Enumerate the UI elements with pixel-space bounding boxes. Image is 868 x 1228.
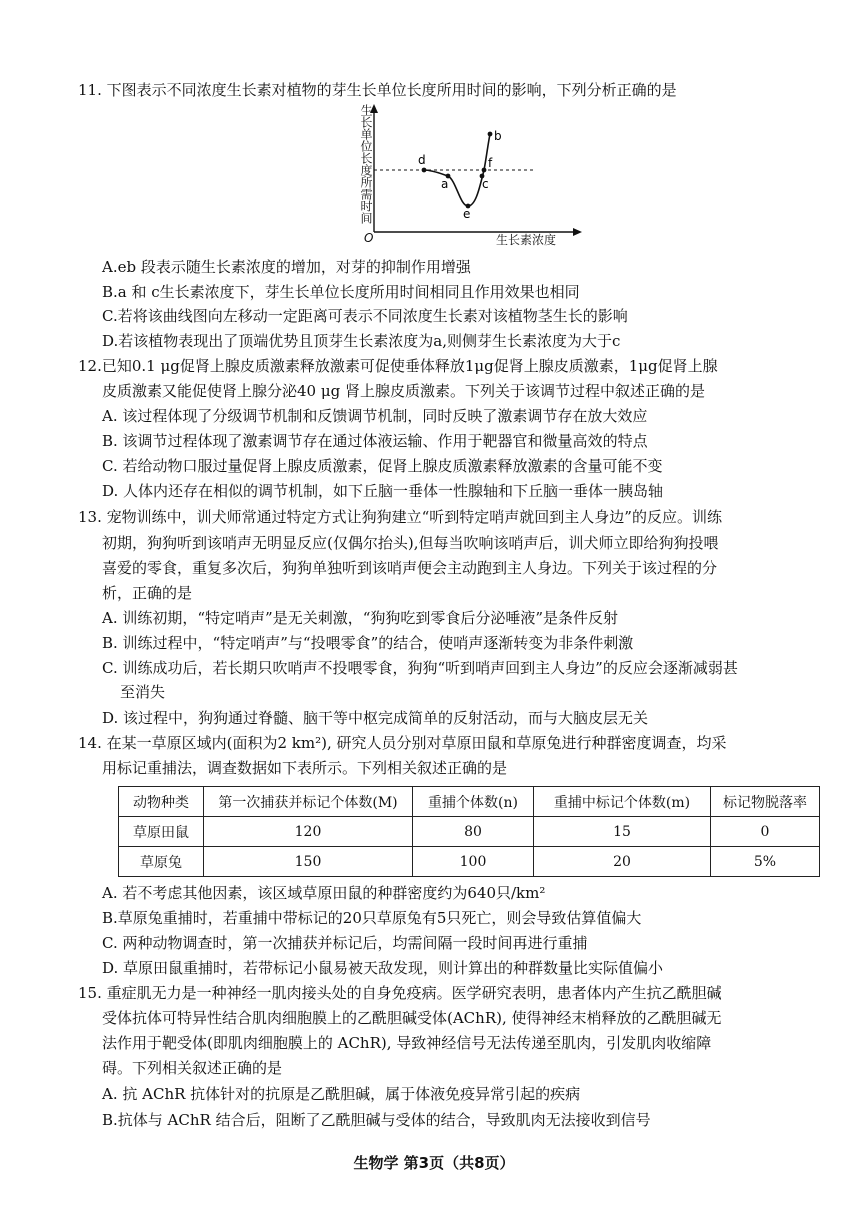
q13-stem-line2: 初期，狗狗听到该哨声无明显反应(仅偶尔抬头),但每当吹响该哨声后，训犬师立即给狗狗投喂 — [102, 534, 719, 552]
q13-option-d: D. 该过程中，狗狗通过脊髓、脑干等中枢完成简单的反射活动，而与大脑皮层无关 — [102, 709, 649, 727]
q13-option-c: C. 训练成功后，若长期只吹哨声不投喂零食，狗狗“听到哨声回到主人身边”的反应会逐渐减弱甚 — [102, 659, 738, 677]
q15-stem-line3: 法作用于靶受体(即肌肉细胞膜上的 AChR), 导致神经信号无法传递至肌肉，引发肌肉收缩障 — [102, 1034, 712, 1052]
q14-option-a: A. 若不考虑其他因素，该区域草原田鼠的种群密度约为640只/km² — [102, 884, 546, 902]
q11-figure — [352, 104, 582, 250]
q13-stem-line1: 13. 宠物训练中，训犬师常通过特定方式让狗狗建立“听到特定哨声就回到主人身边”的反应。训练 — [78, 508, 722, 526]
table-cell: 15 — [534, 817, 711, 847]
q13-option-b: B. 训练过程中，“特定哨声”与“投喂零食”的结合，使哨声逐渐转变为非条件刺激 — [102, 634, 634, 652]
x-axis-arrow — [573, 228, 582, 236]
label-c: c — [482, 177, 489, 191]
q13-stem-line4: 析，正确的是 — [102, 584, 193, 602]
q14-option-d: D. 草原田鼠重捕时，若带标记小鼠易被天敌发现，则计算出的种群数量比实际值偏小 — [102, 959, 664, 977]
q14-option-b: B.草原兔重捕时，若重捕中带标记的20只草原兔有5只死亡，则会导致估算值偏大 — [102, 909, 642, 927]
response-curve — [424, 134, 490, 206]
table-cell: 150 — [204, 847, 413, 877]
q14-data-table — [118, 786, 820, 877]
q11-option-a: A.eb 段表示随生长素浓度的增加，对芽的抑制作用增强 — [102, 258, 471, 276]
figure-origin-label: O — [364, 231, 374, 245]
q13-option-a: A. 训练初期，“特定哨声”是无关刺激，“狗狗吃到零食后分泌唾液”是条件反射 — [102, 609, 619, 627]
table-cell: 100 — [413, 847, 534, 877]
table-cell: 5% — [711, 847, 820, 877]
label-f: f — [488, 156, 493, 170]
q12-stem-line1: 12.已知0.1 μg促肾上腺皮质激素释放激素可促使垂体释放1μg促肾上腺皮质激素，1μg促肾上腺 — [78, 357, 718, 375]
q14-stem-line1: 14. 在某一草原区域内(面积为2 km²), 研究人员分别对草原田鼠和草原兔进行种群密度调查，均采 — [78, 734, 727, 752]
label-b: b — [494, 129, 502, 143]
label-d: d — [418, 153, 426, 167]
table-cell: 草原兔 — [119, 847, 204, 877]
table-header-cell: 第一次捕获并标记个体数(M) — [204, 787, 413, 817]
q15-option-a: A. 抗 AChR 抗体针对的抗原是乙酰胆碱，属于体液免疫异常引起的疾病 — [102, 1085, 581, 1103]
table-header-cell: 重捕个体数(n) — [413, 787, 534, 817]
q11-option-d: D.若该植物表现出了顶端优势且顶芽生长素浓度为a,则侧芽生长素浓度为大于c — [102, 332, 621, 350]
point-f — [482, 168, 487, 173]
table-header-cell: 标记物脱落率 — [711, 787, 820, 817]
point-b — [488, 132, 493, 137]
point-d — [422, 168, 427, 173]
table-header-cell: 重捕中标记个体数(m) — [534, 787, 711, 817]
q14-stem-line2: 用标记重捕法，调查数据如下表所示。下列相关叙述正确的是 — [102, 759, 508, 777]
table-cell: 草原田鼠 — [119, 817, 204, 847]
table-row — [119, 847, 820, 877]
figure-x-axis-label: 生长素浓度 — [496, 233, 557, 247]
q12-option-c: C. 若给动物口服过量促肾上腺皮质激素，促肾上腺皮质激素释放激素的含量可能不变 — [102, 457, 663, 475]
q12-stem-line2: 皮质激素又能促使肾上腺分泌40 μg 肾上腺皮质激素。下列关于该调节过程中叙述正确的是 — [102, 382, 705, 400]
q11-stem: 11. 下图表示不同浓度生长素对植物的芽生长单位长度所用时间的影响，下列分析正确的是 — [78, 81, 677, 99]
q14-option-c: C. 两种动物调查时，第一次捕获并标记后，均需间隔一段时间再进行重捕 — [102, 934, 588, 952]
table-cell: 80 — [413, 817, 534, 847]
y-axis-arrow — [370, 104, 378, 113]
table-cell: 0 — [711, 817, 820, 847]
q15-stem-line4: 碍。下列相关叙述正确的是 — [102, 1059, 283, 1077]
q15-stem-line2: 受体抗体可特异性结合肌肉细胞膜上的乙酰胆碱受体(AChR), 使得神经末梢释放的乙酰胆碱无 — [102, 1009, 722, 1027]
table-header-row — [119, 787, 820, 817]
q15-stem-line1: 15. 重症肌无力是一种神经一肌肉接头处的自身免疫病。医学研究表明，患者体内产生抗乙酰胆碱 — [78, 984, 722, 1002]
q13-stem-line3: 喜爱的零食，重复多次后，狗狗单独听到该哨声便会主动跑到主人身边。下列关于该过程的分 — [102, 559, 718, 577]
q11-option-c: C.若将该曲线图向左移动一定距离可表示不同浓度生长素对该植物茎生长的影响 — [102, 307, 628, 325]
q12-option-b: B. 该调节过程体现了激素调节存在通过体液运输、作用于靶器官和微量高效的特点 — [102, 432, 648, 450]
figure-y-axis-label: 生长单位长度所需时间 — [359, 104, 373, 224]
label-a: a — [441, 177, 449, 191]
table-header-cell: 动物种类 — [119, 787, 204, 817]
q13-option-c-continued: 至消失 — [120, 683, 166, 701]
q12-option-d: D. 人体内还存在相似的调节机制，如下丘脑一垂体一性腺轴和下丘脑一垂体一胰岛轴 — [102, 482, 664, 500]
table-cell: 20 — [534, 847, 711, 877]
q11-option-b: B.a 和 c生长素浓度下，芽生长单位长度所用时间相同且作用效果也相同 — [102, 283, 580, 301]
q15-option-b: B.抗体与 AChR 结合后，阻断了乙酰胆碱与受体的结合，导致肌肉无法接收到信号 — [102, 1111, 651, 1129]
page-footer: 生物学 第3页（共8页） — [353, 1154, 515, 1172]
label-e: e — [463, 207, 471, 221]
table-row — [119, 817, 820, 847]
table-cell: 120 — [204, 817, 413, 847]
q12-option-a: A. 该过程体现了分级调节机制和反馈调节机制，同时反映了激素调节存在放大效应 — [102, 407, 648, 425]
